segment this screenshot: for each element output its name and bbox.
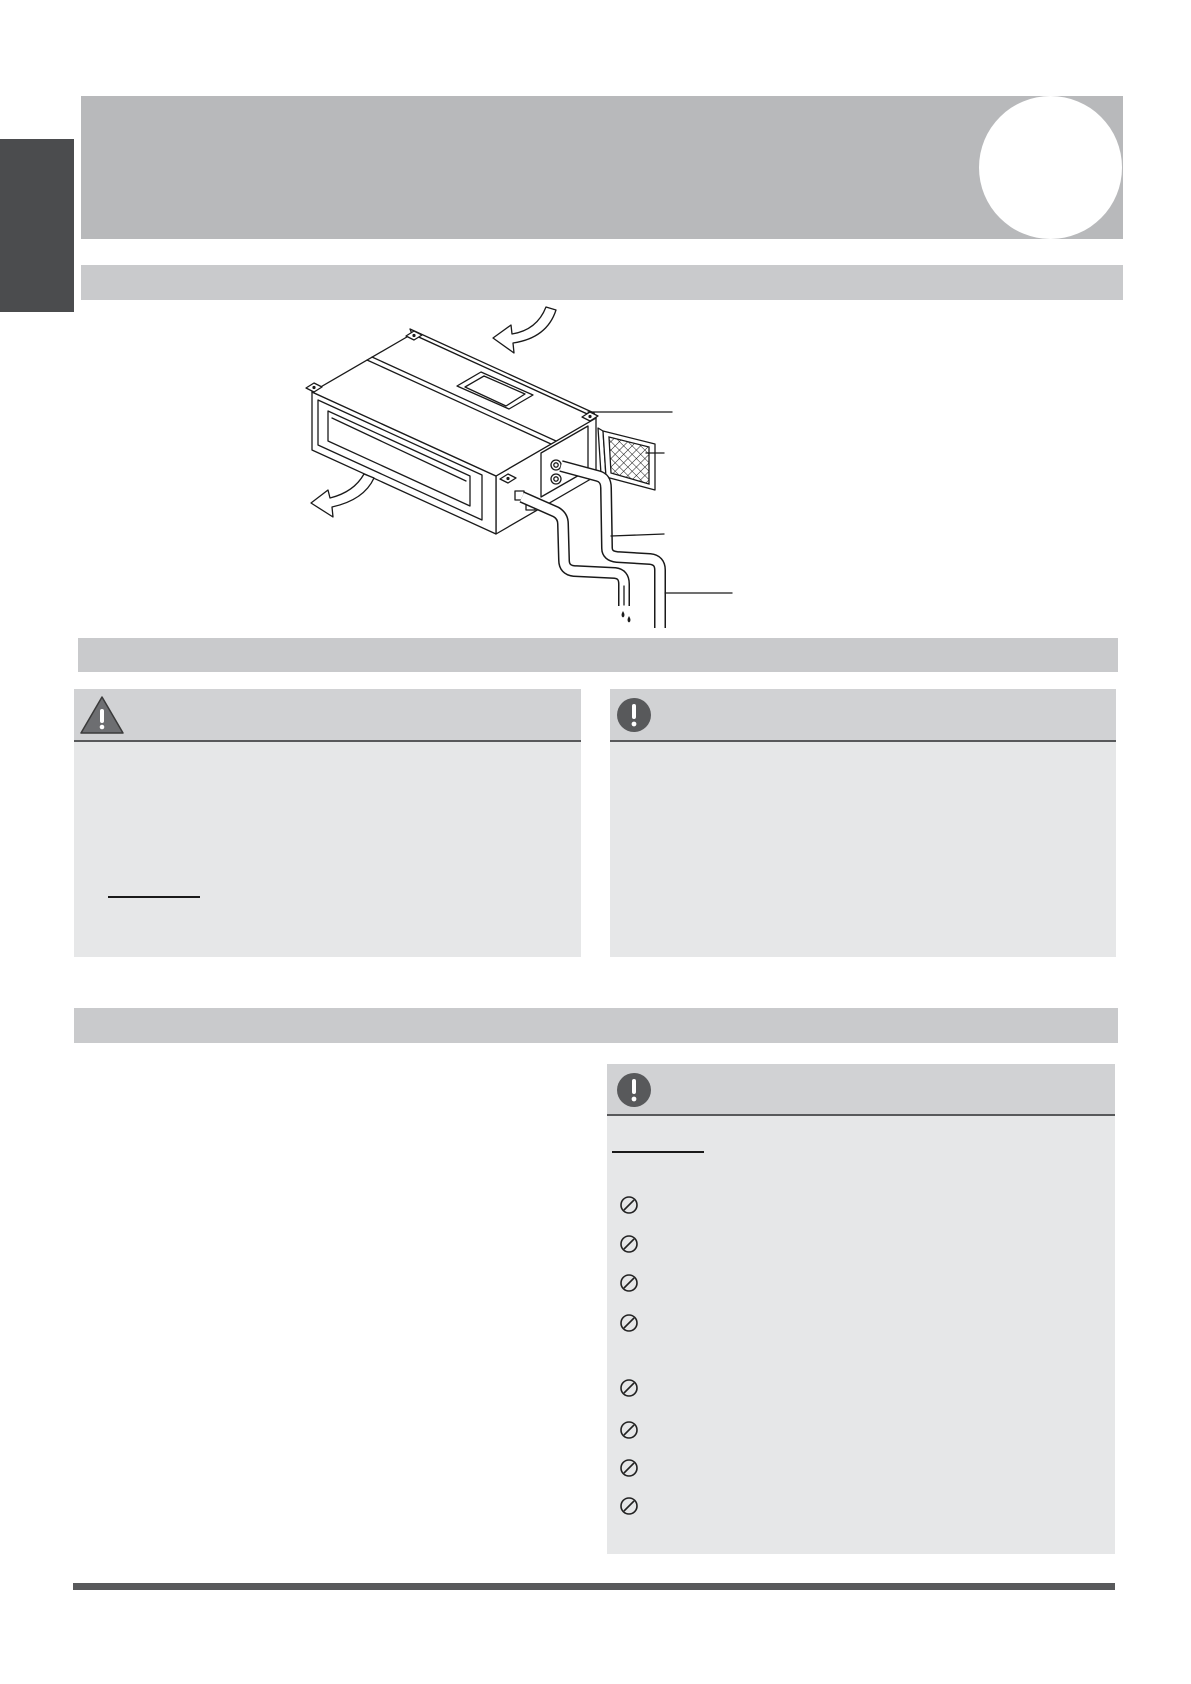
warning-triangle-icon [79,695,125,735]
connecting-pipe [561,466,660,628]
prohibited-icon [619,1378,639,1398]
prohibited-icon [619,1195,639,1215]
prohibited-icon [619,1234,639,1254]
unit-diagram [290,300,750,640]
section-bar-2 [78,638,1118,672]
underline-mark [108,896,200,898]
chapter-number-circle [979,96,1122,239]
bracket-hole [588,415,591,418]
air-outlet-arrow [311,474,374,517]
header-band [81,96,1123,239]
prohibited-icon [619,1420,639,1440]
underline-mark [612,1151,704,1153]
bracket-hole [312,386,315,389]
caution-box [610,689,1116,957]
chapter-tab [0,139,74,312]
warning-box-header [74,689,581,742]
caution-box-2 [607,1064,1115,1554]
unit-body [306,329,598,534]
exclamation-circle-icon [616,1072,652,1108]
prohibited-icon [619,1273,639,1293]
section-bar-3 [74,1008,1118,1043]
warning-box [74,689,581,957]
leader-line [611,534,664,536]
drain-port [551,474,561,484]
prohibited-icon [619,1496,639,1516]
prohibited-icon [619,1313,639,1333]
bracket-hole [506,477,509,480]
caution-box-header [610,689,1116,742]
section-bar-1 [81,265,1123,300]
exclamation-circle-icon [616,697,652,733]
caution-box-2-header [607,1064,1115,1116]
water-drip [622,611,631,623]
drain-port [551,460,561,470]
prohibited-icon [619,1458,639,1478]
air-inlet-arrow [493,307,556,353]
bracket-hole [412,334,415,337]
footer-rule [73,1583,1115,1590]
